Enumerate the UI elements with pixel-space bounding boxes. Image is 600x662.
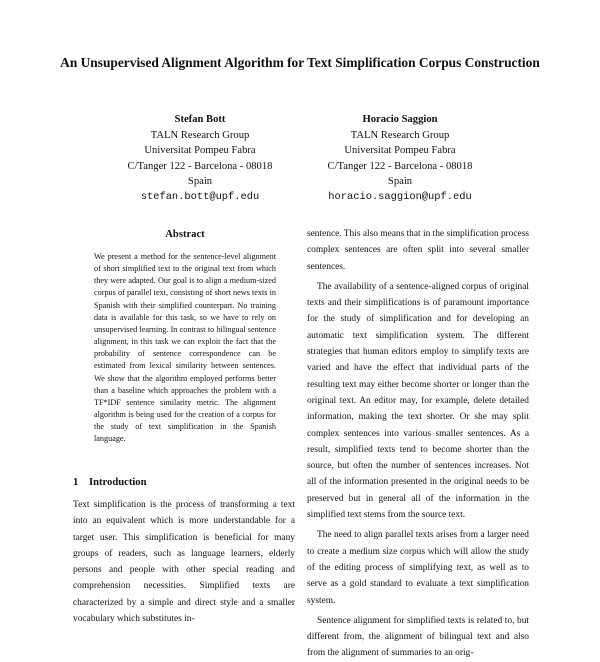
author-country: Spain [387,176,413,187]
body-paragraph: The availability of a sentence-aligned corpus of original texts and their simplifications is of paramount importance for the study of simplification and for developing an automatic text simplification system. The different strategies that human editors employ to simplify texts are varied and have the effect that individual parts of the resulting text may either become shorter or longer than the original text. An editor may, for example, delete detailed information, making the text shorter. Or she may split complex sentences into various smaller sentences. As a result, simplified texts tend to become shorter than the source, but often the number of sentences increases. Not all of the information presented in the original needs to be preserved but in general all of the information in the simplified text stems from the source text. [307,281,529,521]
section-title: Introduction [89,477,147,488]
section-number: 1 [73,477,79,488]
author-email: stefan.bott@upf.edu [140,190,260,203]
paper-title: An Unsupervised Alignment Algorithm for Text Simplification Corpus Construction [60,55,540,70]
author-affiliation: TALN Research Group [150,129,250,141]
author-name: Stefan Bott [174,114,226,125]
section-heading [73,477,295,488]
author-institution: Universitat Pompeu Fabra [344,145,456,156]
author-affiliation: TALN Research Group [350,129,450,141]
introduction-body [73,497,295,625]
body-paragraph: The need to align parallel texts arises from a larger need to create a medium size corpus which will allow the study of the editing process of simplifying text, as well as to serve as a gold standard to evaluate a text simplification system. [307,530,529,606]
author-institution: Universitat Pompeu Fabra [144,145,256,156]
author-address: C/Tanger 122 - Barcelona - 08018 [327,160,473,172]
author-block [300,112,500,205]
author-name: Horacio Saggion [362,114,438,125]
introduction-paragraph: Text simplification is the process of transforming a text into an equivalent which is more understandable for a target user. This simplification is beneficial for many groups of readers, such as language learners, elderly persons and people with other special reading and comprehension necessities. Simplified texts are characterized by a simple and direct style and a smaller vocabulary which substitutes in- [73,500,295,625]
author-block [100,112,300,205]
continuation-paragraph: sentence. This also means that in the simplification process complex sentences are often split into several smaller sentences. [307,229,529,272]
body-paragraph: Sentence alignment for simplified texts is related to, but different from, the alignment of bilingual text and also from the alignment of summaries to an orig- [307,615,529,659]
author-country: Spain [187,176,213,187]
abstract-text: We present a method for the sentence-level alignment of short simplified text to the original text from which they were adapted. Our goal is to align a medium-sized corpus of parallel text, consisting of short news texts in Spanish with their simplified counterpart. No training data is available for this task, so we have to rely on unsupervised learning. In contrast to bilingual sentence alignment, in this task we can exploit the fact that the probability of sentence correspondence can be estimated from lexical similarity between sentences. We show that the algorithm employed performs better than a baseline which approaches the problem with a TF*IDF sentence similarity metric. The alignment algorithm is being used for the creation of a corpus for the study of text simplification in the Spanish language. [94,252,276,444]
right-column [307,226,529,659]
abstract-heading: Abstract [165,229,205,240]
author-email: horacio.saggion@upf.edu [328,190,472,203]
author-address: C/Tanger 122 - Barcelona - 08018 [127,160,273,172]
